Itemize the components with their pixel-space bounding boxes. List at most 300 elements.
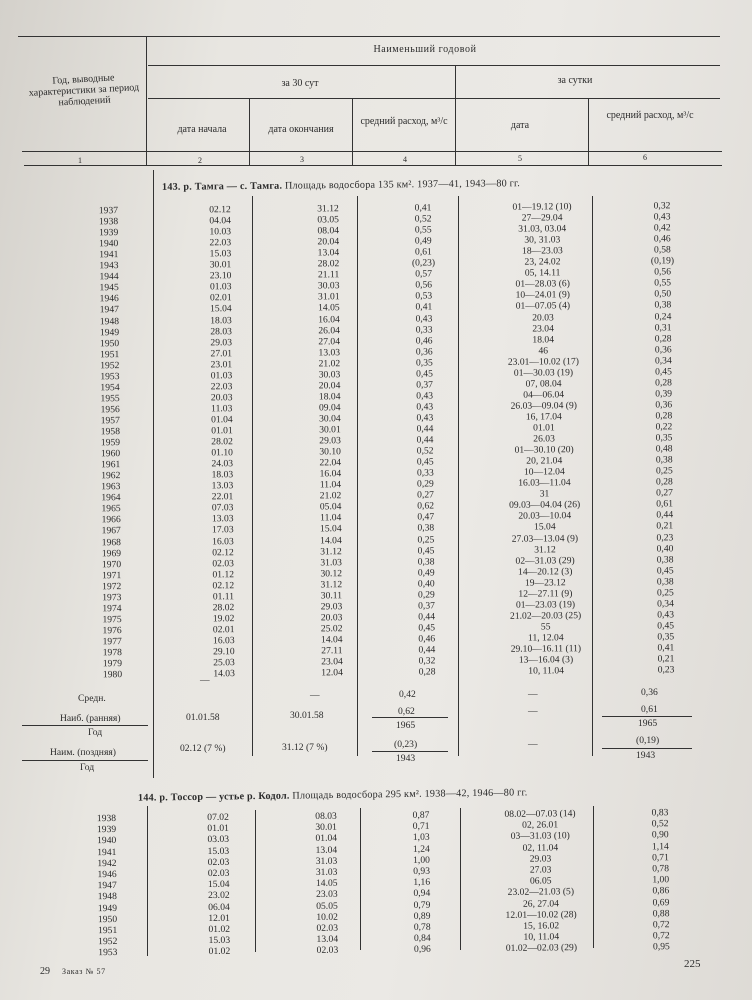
summary-min-underline-6 (602, 748, 692, 749)
cell-start-date: 16.03 (212, 635, 235, 647)
cell-start-date: 01.02 (208, 923, 231, 936)
cell-end-date: 08.04 (317, 225, 340, 237)
cell-year: 1962 (101, 470, 121, 482)
cell-end-date: 13.04 (316, 933, 339, 946)
cell-start-date: 24.03 (211, 458, 234, 470)
cell-mean-flow-day: 0,35 (657, 631, 675, 643)
cell-day-date: 23, 24.02 (524, 256, 561, 268)
cell-end-date: 23.03 (316, 889, 338, 901)
cell-start-date: 28.03 (210, 325, 232, 337)
cell-day-date: 10—12.04 (523, 466, 565, 478)
cell-mean-flow-day: 0,78 (652, 863, 670, 875)
cell-mean-flow-30d: 0,47 (417, 511, 435, 523)
cell-start-date: 16.03 (212, 535, 234, 547)
cell-mean-flow-day: 0,28 (655, 410, 673, 422)
summary-min-underline-4 (372, 751, 448, 752)
cell-mean-flow-30d: 0,40 (417, 578, 435, 590)
cell-mean-flow-30d: (0,23) (411, 257, 436, 269)
cell-end-date: 30.10 (319, 446, 342, 458)
header-num-1: 1 (78, 156, 82, 165)
cell-day-date: 26.03—09.04 (9) (510, 400, 577, 412)
cell-day-date: 01—30.10 (20) (514, 444, 574, 456)
cell-end-date: 27.11 (321, 645, 343, 657)
cell-start-date: 07.02 (207, 811, 229, 824)
cell-day-date: 15.04 (533, 521, 556, 533)
cell-mean-flow-day: 0,28 (654, 332, 672, 345)
cell-day-date: 20.03 (532, 311, 554, 324)
cell-start-date: 07.03 (211, 502, 234, 514)
page-number: 225 (684, 958, 701, 970)
summary-max-c6: 0,61 (641, 704, 658, 715)
cell-mean-flow-30d: 0,38 (417, 522, 435, 534)
cell-mean-flow-day: 0,38 (654, 299, 672, 311)
summary-mean-c4: 0,42 (399, 689, 416, 700)
cell-mean-flow-day: 1,14 (651, 840, 669, 852)
summary-max-underline-6 (602, 716, 692, 717)
cell-end-date: 14.05 (318, 302, 340, 314)
header-bottom-rule (24, 165, 722, 166)
cell-start-date: 19.02 (212, 612, 235, 625)
cell-start-date: 29.10 (213, 646, 235, 658)
summary-min-c5: — (528, 739, 538, 750)
cell-start-date: 02.12 (212, 579, 235, 592)
cell-mean-flow-day: 0,69 (652, 896, 670, 908)
cell-year: 1941 (99, 249, 119, 261)
summary-max-c4: 0,62 (398, 706, 415, 717)
cell-start-date: 23.02 (208, 890, 230, 902)
cell-day-date: 02, 11.04 (522, 841, 559, 854)
header-sub30: за 30 сут (281, 78, 319, 89)
cell-mean-flow-30d: 0,56 (415, 279, 433, 291)
cell-mean-flow-day: 0,72 (652, 930, 670, 942)
cell-mean-flow-30d: 0,52 (416, 445, 434, 457)
cell-year: 1972 (102, 580, 122, 592)
summary-mean-label: Средн. (78, 693, 106, 704)
cell-day-date: 01—19.12 (10) (512, 201, 572, 213)
cell-end-date: 31.12 (317, 203, 339, 215)
header-sub-rule (148, 65, 720, 66)
cell-mean-flow-30d: 0,53 (415, 290, 433, 302)
cell-day-date: 01—28.03 (6) (515, 278, 570, 291)
cell-end-date: 31.01 (317, 291, 340, 303)
cell-end-date: 05.05 (316, 900, 338, 912)
cell-mean-flow-30d: 0,62 (417, 500, 435, 512)
cell-end-date: 20.04 (318, 380, 341, 392)
cell-start-date: 02.03 (207, 856, 230, 868)
cell-end-date: 12.04 (321, 667, 343, 679)
cell-day-date: 27.03—13.04 (9) (511, 532, 579, 545)
cell-day-date: 23.01—10.02 (17) (507, 355, 580, 368)
cell-mean-flow-day: 0,71 (652, 851, 669, 864)
cell-mean-flow-30d: 0,44 (418, 644, 436, 656)
cell-mean-flow-30d: 0,43 (416, 412, 434, 424)
cell-end-date: 30.11 (320, 589, 343, 602)
summary-min-year-label: Год (80, 762, 95, 773)
cell-day-date: 04—06.04 (523, 389, 565, 401)
cell-mean-flow-30d: 0,29 (417, 589, 435, 601)
cell-year: 1957 (100, 415, 120, 427)
cell-start-date: 01.01 (211, 425, 233, 437)
cell-year: 1950 (99, 337, 120, 349)
cell-mean-flow-day: 0,56 (654, 266, 672, 278)
cell-end-date: 09.04 (318, 402, 341, 414)
cell-year: 1938 (98, 216, 119, 228)
cell-mean-flow-day: 0,28 (655, 476, 673, 488)
section-143-title-rest: Площадь водосбора 135 км². 1937—41, 1943—80 гг. (282, 178, 521, 192)
summary-min-c6: (0,19) (636, 735, 660, 746)
cell-day-date: 23.02—21.03 (5) (507, 886, 575, 899)
cell-day-date: 01.02—02.03 (29) (505, 942, 578, 955)
summary-min-c4: (0,23) (394, 739, 418, 750)
cell-end-date: 27.04 (318, 335, 341, 347)
summary-max-underline-4 (372, 717, 448, 718)
cell-day-date: 27—29.04 (521, 212, 563, 224)
cell-end-date: 30.03 (318, 368, 341, 381)
cell-start-date: 20.03 (210, 391, 233, 404)
summary-max-c5: — (528, 706, 538, 717)
cell-year: 1958 (100, 426, 121, 438)
cell-mean-flow-day: 0,23 (657, 664, 675, 676)
cell-end-date: 30.01 (315, 821, 338, 834)
cell-start-date: 12.01 (208, 912, 230, 924)
cell-start-date: 23.01 (210, 358, 233, 371)
cell-year: 1939 (99, 227, 119, 239)
cell-day-date: 10—24.01 (9) (515, 289, 571, 302)
cell-day-date: 02—31.03 (29) (515, 554, 575, 567)
cell-year: 1955 (100, 392, 120, 405)
cell-day-date: 16, 17.04 (525, 411, 562, 423)
cell-mean-flow-day: 0,28 (655, 377, 673, 389)
cell-end-date: 30.01 (319, 424, 341, 436)
cell-mean-flow-30d: 0,79 (413, 899, 431, 911)
cell-year: 1949 (99, 326, 120, 338)
header-c5: дата (510, 120, 530, 131)
cell-year: 1947 (99, 304, 119, 316)
cell-day-date: 46 (538, 345, 549, 357)
cell-year: 1959 (100, 437, 121, 449)
cell-day-date: 15, 16.02 (523, 920, 560, 932)
cell-start-date: 06.04 (208, 901, 230, 913)
summary-mean-c2: — (200, 675, 210, 686)
cell-mean-flow-30d: 0,43 (415, 312, 433, 325)
cell-mean-flow-30d: 0,96 (413, 944, 431, 956)
cell-year: 1939 (96, 824, 117, 836)
cell-mean-flow-day: 0,46 (653, 233, 671, 245)
cell-year: 1970 (101, 558, 122, 570)
cell-year: 1978 (102, 647, 122, 659)
cell-start-date: 14.03 (213, 668, 235, 680)
cell-end-date: 30.04 (319, 413, 341, 425)
cell-mean-flow-day: 0,25 (656, 587, 674, 599)
header-num-3: 3 (300, 155, 304, 164)
cell-mean-flow-day: 0,40 (656, 542, 674, 555)
cell-mean-flow-day: 0,83 (651, 807, 669, 819)
cell-day-date: 27.03 (529, 864, 552, 876)
header-mid-rule (148, 98, 720, 99)
cell-mean-flow-day: 0,44 (656, 509, 674, 521)
cell-end-date: 30.03 (317, 280, 340, 292)
header-num-2: 2 (198, 156, 202, 165)
cell-day-date: 21.02—20.03 (25) (509, 609, 582, 622)
cell-start-date: 23.10 (209, 270, 232, 282)
cell-day-date: 31 (539, 488, 550, 500)
cell-end-date: 26.04 (318, 324, 340, 336)
cell-mean-flow-30d: 0,87 (412, 809, 430, 821)
summary-mean-c5: — (528, 689, 538, 700)
header-colnames-rule (22, 151, 722, 152)
cell-mean-flow-day: 0,36 (654, 343, 672, 356)
cell-end-date: 13.03 (318, 346, 341, 359)
cell-mean-flow-day: 0,34 (657, 598, 674, 610)
cell-mean-flow-30d: 0,45 (417, 544, 435, 557)
cell-mean-flow-day: 0,55 (654, 277, 672, 289)
cell-mean-flow-day: 0,90 (651, 829, 669, 841)
summary-max-underline-1 (22, 725, 148, 726)
header-vsep-2 (249, 99, 250, 166)
cell-mean-flow-30d: 0,57 (415, 268, 433, 280)
cell-day-date: 12.01—10.02 (28) (505, 908, 577, 921)
cell-end-date: 03.05 (317, 214, 339, 226)
summary-mean-c6: 0,36 (641, 687, 658, 698)
cell-start-date: 15.04 (210, 303, 232, 315)
header-subday: за сутки (557, 75, 593, 86)
cell-year: 1945 (99, 282, 119, 294)
cell-end-date: 18.04 (318, 391, 341, 403)
cell-mean-flow-30d: 0,28 (418, 666, 436, 678)
cell-mean-flow-30d: 0,44 (416, 423, 434, 435)
summary-min-c2: 02.12 (7 %) (180, 743, 226, 754)
cell-year: 1948 (97, 891, 117, 903)
cell-end-date: 13.04 (315, 844, 338, 856)
cell-start-date: 02.01 (212, 624, 235, 636)
summary-mean-c3: — (310, 690, 320, 701)
cell-end-date: 31.03 (315, 866, 338, 878)
cell-start-date: 18.03 (210, 314, 232, 326)
cell-day-date: 26, 27.04 (522, 897, 560, 910)
cell-mean-flow-day: 0,52 (651, 818, 669, 830)
cell-year: 1951 (100, 348, 120, 360)
cell-mean-flow-day: 0,21 (657, 653, 675, 665)
cell-start-date: 03.03 (207, 834, 230, 846)
cell-mean-flow-day: 0,24 (654, 310, 672, 322)
cell-mean-flow-day: 0,45 (656, 564, 674, 577)
cell-mean-flow-30d: 0,27 (417, 489, 434, 501)
cell-end-date: 21.02 (319, 490, 342, 502)
summary-year-label: Год (88, 727, 103, 738)
cell-mean-flow-30d: 1,00 (413, 854, 430, 866)
cell-year: 1942 (97, 857, 117, 869)
cell-mean-flow-30d: 0,44 (418, 611, 436, 623)
cell-mean-flow-30d: 0,41 (415, 301, 433, 313)
cell-mean-flow-day: 0,39 (655, 388, 673, 400)
cell-year: 1948 (99, 315, 120, 327)
cell-mean-flow-day: 0,31 (654, 321, 672, 334)
cell-mean-flow-day: (0,19) (650, 255, 675, 267)
summary-min-c3: 31.12 (7 %) (282, 742, 328, 753)
cell-mean-flow-day: 0,48 (655, 443, 673, 455)
cell-day-date: 05, 14.11 (524, 267, 561, 279)
cell-start-date: 13.03 (211, 513, 234, 525)
cell-day-date: 30, 31.03 (524, 234, 561, 246)
cell-mean-flow-day: 0,43 (657, 609, 675, 621)
cell-mean-flow-30d: 0,43 (416, 390, 434, 402)
cell-mean-flow-day: 0,95 (652, 941, 670, 953)
cell-day-date: 13—16.04 (3) (518, 654, 574, 666)
cell-year: 1977 (102, 636, 122, 648)
cell-day-date: 01.01 (533, 422, 555, 434)
cell-mean-flow-day: 0,21 (656, 520, 674, 532)
cell-start-date: 10.03 (209, 226, 232, 238)
cell-mean-flow-30d: 0,33 (415, 323, 433, 336)
cell-year: 1967 (101, 525, 121, 537)
cell-mean-flow-day: 0,27 (656, 487, 673, 499)
cell-day-date: 18—23.03 (521, 245, 563, 257)
cell-mean-flow-30d: 0,94 (413, 888, 431, 900)
cell-start-date: 17.03 (211, 524, 234, 536)
cell-year: 1980 (102, 669, 123, 681)
cell-year: 1938 (96, 812, 117, 825)
cell-start-date: 25.03 (213, 657, 235, 669)
cell-mean-flow-day: 0,22 (655, 421, 673, 433)
cell-day-date: 08.02—07.03 (14) (504, 808, 576, 820)
cell-end-date: 22.04 (319, 457, 342, 469)
cell-year: 1947 (97, 880, 117, 892)
cell-mean-flow-day: 0,72 (652, 919, 670, 931)
cell-end-date: 08.03 (315, 810, 337, 822)
cell-day-date: 14—20.12 (3) (517, 565, 573, 578)
cell-mean-flow-30d: 0,45 (418, 622, 436, 634)
header-c4: средний расход, м³/с (360, 116, 448, 127)
cell-mean-flow-day: 0,58 (653, 244, 671, 256)
footer-left-number: 29 (40, 966, 50, 977)
header-col1: Год, выводные характеристики за период наблюдений (28, 72, 140, 109)
cell-start-date: 22.03 (209, 237, 232, 249)
cell-mean-flow-30d: 0,25 (417, 533, 435, 546)
cell-mean-flow-30d: 0,36 (415, 346, 433, 358)
summary-min-underline-1 (22, 760, 148, 761)
cell-year: 1969 (101, 547, 122, 559)
cell-day-date: 01—23.03 (19) (515, 598, 576, 611)
section-144-title-rest: Площадь водосбора 295 км². 1938—42, 1946—80 гг. (289, 787, 528, 802)
cell-end-date: 21.02 (318, 357, 341, 370)
cell-end-date: 28.02 (317, 258, 340, 270)
cell-day-date: 10, 11.04 (528, 665, 564, 677)
cell-day-date: 26.03 (533, 433, 555, 445)
cell-mean-flow-30d: 0,49 (417, 567, 435, 579)
cell-end-date: 05.04 (319, 501, 342, 513)
cell-year: 1952 (98, 936, 118, 948)
cell-mean-flow-30d: 0,33 (416, 467, 434, 479)
cell-start-date: 02.12 (209, 204, 231, 216)
cell-end-date: 21.11 (317, 269, 340, 281)
header-vsep-4 (455, 66, 456, 166)
cell-mean-flow-30d: 0,37 (418, 600, 435, 612)
cell-start-date: 01.02 (208, 946, 231, 958)
cell-day-date: 29.03 (529, 853, 552, 865)
cell-year: 1940 (99, 238, 119, 250)
cell-day-date: 16.03—11.04 (518, 477, 571, 489)
cell-end-date: 16.04 (319, 468, 342, 480)
cell-year: 1975 (102, 613, 122, 626)
cell-end-date: 31.12 (320, 578, 343, 591)
cell-year: 1965 (101, 503, 121, 515)
cell-end-date: 29.03 (319, 435, 341, 447)
cell-start-date: 01.12 (212, 568, 235, 580)
cell-day-date: 20.03—10.04 (518, 510, 572, 523)
cell-year: 1943 (99, 260, 119, 272)
cell-mean-flow-day: 0,32 (653, 200, 671, 212)
summary-min-label: Наим. (поздняя) (50, 747, 116, 758)
header-vsep-3 (352, 99, 353, 166)
cell-mean-flow-30d: 0,41 (414, 202, 432, 214)
summary-min-year6: 1943 (636, 750, 656, 761)
cell-year: 1953 (98, 947, 118, 959)
cell-day-date: 18.04 (532, 333, 555, 346)
cell-mean-flow-day: 0,38 (655, 454, 673, 466)
cell-mean-flow-day: 0,25 (655, 465, 673, 477)
cell-mean-flow-day: 0,38 (656, 553, 674, 566)
footer-order: Заказ № 57 (62, 967, 106, 976)
cell-start-date: 15.03 (209, 248, 232, 260)
cell-mean-flow-day: 0,43 (653, 211, 671, 223)
cell-mean-flow-day: 0,42 (653, 222, 671, 234)
cell-end-date: 20.03 (320, 612, 343, 624)
header-num-4: 4 (403, 155, 407, 164)
cell-mean-flow-day: 0,41 (657, 642, 675, 654)
cell-day-date: 19—23.12 (524, 576, 566, 589)
cell-end-date: 23.04 (321, 656, 343, 668)
cell-day-date: 11, 12.04 (527, 632, 564, 644)
cell-year: 1956 (100, 404, 120, 416)
cell-mean-flow-day: 0,45 (657, 620, 675, 632)
cell-mean-flow-30d: 0,29 (416, 478, 434, 490)
cell-mean-flow-day: 0,88 (652, 907, 670, 920)
cell-start-date: 02.03 (207, 867, 230, 880)
cell-mean-flow-day: 1,00 (652, 874, 670, 886)
cell-year: 1950 (97, 913, 118, 925)
cell-day-date: 01—07.05 (4) (515, 300, 571, 313)
cell-start-date: 02.01 (209, 292, 232, 304)
cell-mean-flow-30d: 0,37 (416, 379, 434, 391)
cell-day-date: 09.03—04.04 (26) (509, 499, 581, 512)
cell-start-date: 01.04 (211, 414, 233, 426)
header-group: Наименьший годовой (373, 44, 477, 55)
cell-mean-flow-day: 0,61 (656, 498, 674, 510)
cell-year: 1974 (102, 602, 122, 615)
cell-mean-flow-30d: 1,03 (412, 832, 430, 844)
cell-day-date: 29.10—16.11 (11) (510, 643, 582, 655)
header-num-5: 5 (518, 154, 522, 163)
cell-mean-flow-day: 0,34 (654, 355, 672, 367)
cell-start-date: 22.01 (211, 491, 234, 503)
summary-max-label: Наиб. (ранняя) (60, 713, 121, 724)
summary-max-year6: 1965 (638, 718, 658, 729)
cell-mean-flow-30d: 0,61 (414, 246, 432, 258)
cell-mean-flow-30d: 0,45 (416, 456, 434, 468)
cell-mean-flow-30d: 0,35 (415, 357, 433, 369)
cell-mean-flow-30d: 0,55 (414, 224, 432, 236)
cell-year: 1963 (101, 481, 121, 493)
cell-day-date: 55 (540, 621, 551, 633)
cell-mean-flow-30d: 0,46 (415, 334, 433, 347)
cell-mean-flow-30d: 0,45 (416, 368, 433, 380)
cell-start-date: 02.12 (212, 546, 234, 558)
cell-day-date: 31.03, 03.04 (518, 223, 567, 235)
cell-end-date: 25.02 (320, 623, 343, 635)
cell-year: 1953 (100, 370, 120, 383)
cell-year: 1949 (97, 902, 118, 914)
cell-day-date: 31.12 (534, 543, 556, 556)
